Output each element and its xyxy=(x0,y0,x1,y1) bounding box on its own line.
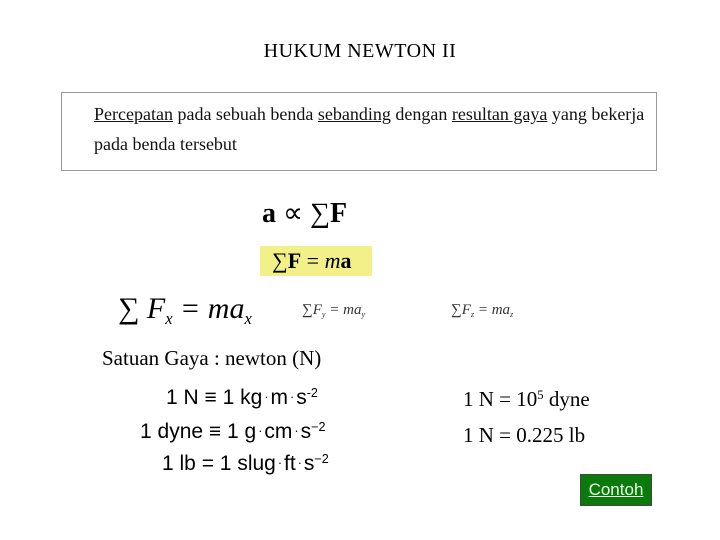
conversion-text: 1 N = 10 xyxy=(463,387,538,411)
page-title: HUKUM NEWTON II xyxy=(263,40,457,62)
unit-time: s xyxy=(303,452,315,475)
def-text-part: dengan xyxy=(390,104,452,124)
unit-one: 1 xyxy=(222,386,241,409)
unit-lhs: 1 dyne xyxy=(140,420,204,443)
definition-text xyxy=(94,99,654,159)
fx-formula xyxy=(118,292,252,329)
def-word-sebanding: sebanding xyxy=(317,104,391,124)
definition-box xyxy=(61,92,657,171)
unit-mass: kg xyxy=(240,386,263,409)
unit-exponent: −2 xyxy=(311,420,326,435)
dot-operator: · xyxy=(277,456,283,471)
fy-subscript: y xyxy=(361,309,366,319)
formula-f: F xyxy=(287,248,302,273)
fx-subscript: x xyxy=(244,308,252,328)
conversion-exponent: 5 xyxy=(537,388,544,403)
unit-exponent: -2 xyxy=(306,386,318,401)
fx-rhs: = ma xyxy=(172,292,245,325)
formula-m: m xyxy=(324,248,341,273)
fy-formula xyxy=(302,302,365,319)
fy-subscript: y xyxy=(321,309,326,319)
formula-f: F xyxy=(329,198,348,229)
unit-dyne-definition xyxy=(140,420,325,444)
fz-subscript: z xyxy=(470,309,475,319)
fx-lhs: ∑ F xyxy=(118,292,166,325)
unit-one: 1 xyxy=(227,420,245,443)
unit-eq: ≡ xyxy=(203,420,227,443)
equals-sign: = xyxy=(301,248,325,273)
newton-second-law-formula xyxy=(272,248,351,274)
formula-a: a xyxy=(340,248,352,273)
fz-rhs: = ma xyxy=(474,302,511,318)
newton-dyne-conversion xyxy=(463,387,590,412)
unit-lhs: 1 N xyxy=(166,386,199,409)
fz-subscript: z xyxy=(510,309,514,319)
unit-time: s xyxy=(300,420,312,443)
formula-a: a xyxy=(262,198,276,229)
dot-operator: · xyxy=(258,424,263,439)
dot-operator: · xyxy=(290,390,295,405)
unit-eq: ≡ xyxy=(198,386,223,409)
unit-one: 1 xyxy=(219,452,238,475)
unit-mass: g xyxy=(244,420,257,443)
proportional-symbol: ∝ xyxy=(276,198,311,229)
fx-subscript: x xyxy=(165,308,173,328)
unit-exponent: −2 xyxy=(314,452,329,467)
unit-length: cm xyxy=(264,420,293,443)
fz-lhs: ∑F xyxy=(451,302,471,318)
unit-heading: Satuan Gaya : newton (N) xyxy=(102,346,322,370)
def-word-resultan-gaya: resultan gaya xyxy=(451,104,548,124)
contoh-button[interactable]: Contoh xyxy=(580,474,652,506)
dot-operator: · xyxy=(294,424,299,439)
unit-pound-definition xyxy=(162,452,329,476)
fz-formula xyxy=(451,302,513,319)
def-word-percepatan: Percepatan xyxy=(94,104,173,124)
proportional-formula xyxy=(262,196,347,230)
newton-pound-conversion: 1 N = 0.225 lb xyxy=(463,423,586,447)
def-text-part: yang bekerja pada benda tersebut xyxy=(94,104,645,154)
def-text-part: pada sebuah benda xyxy=(172,104,318,124)
unit-time: s xyxy=(296,386,307,409)
conversion-text: dyne xyxy=(543,387,590,411)
dot-operator: · xyxy=(264,390,269,405)
fy-lhs: ∑F xyxy=(302,302,322,318)
unit-newton-definition xyxy=(166,386,318,410)
unit-length: ft xyxy=(284,452,296,475)
unit-lhs: 1 lb xyxy=(162,452,196,475)
unit-mass: slug xyxy=(237,452,276,475)
fy-rhs: = ma xyxy=(325,302,362,318)
dot-operator: · xyxy=(297,456,302,471)
unit-eq: = xyxy=(195,452,220,475)
unit-length: m xyxy=(270,386,289,409)
sigma-symbol: ∑ xyxy=(272,248,288,273)
sigma-symbol: ∑ xyxy=(310,198,330,229)
